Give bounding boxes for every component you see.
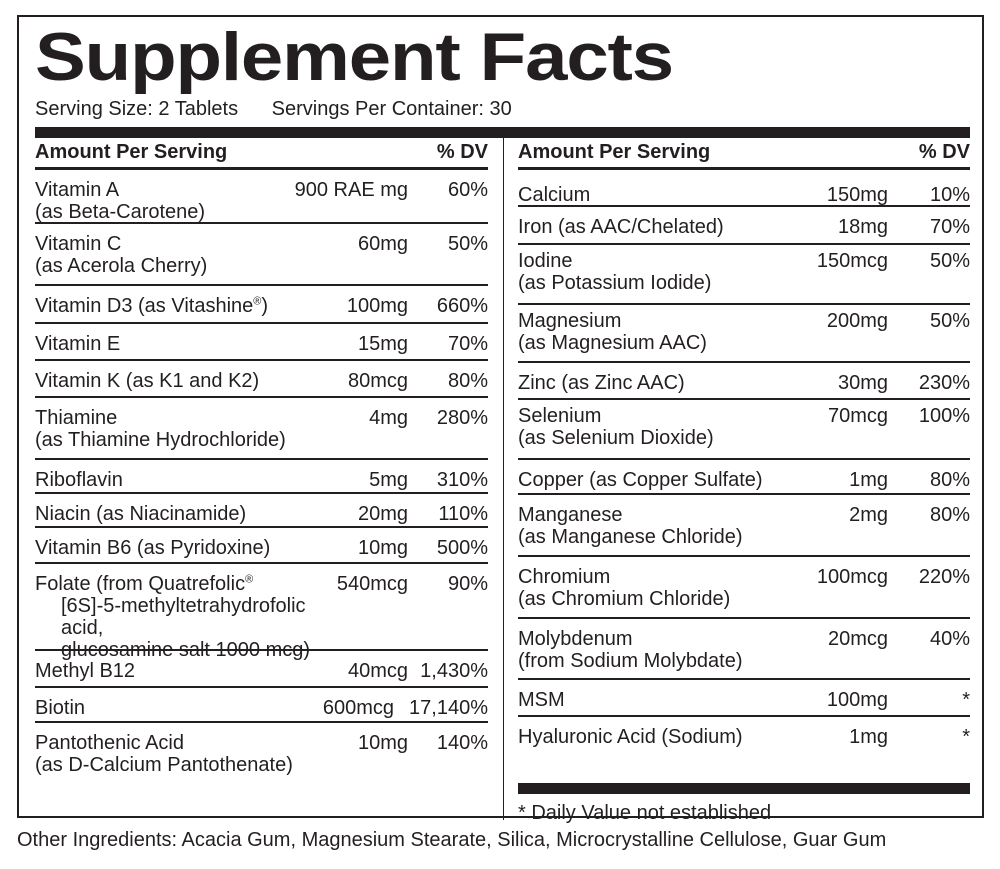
nutrient-name: Niacin (as Niacinamide) [35, 503, 247, 525]
nutrient-name: Hyaluronic Acid (Sodium) [518, 726, 743, 748]
nutrient-dv: 50% [929, 310, 970, 332]
nutrient-name [35, 179, 295, 223]
other-ingredients: Other Ingredients: Acacia Gum, Magnesium Stearate, Silica, Microcrystalline Cellulose, Guar Gum [17, 829, 887, 851]
nutrient-amount: 600mcg [322, 697, 394, 719]
nutrient-name [518, 566, 817, 610]
nutrient-source: (as Chromium Chloride) [518, 588, 731, 610]
nutrient-row [518, 400, 970, 460]
nutrient-dv: 80% [929, 504, 970, 526]
nutrient-name [518, 405, 828, 449]
nutrient-amount: 15mg [357, 333, 408, 355]
nutrient-dv: 220% [918, 566, 970, 588]
amount-per-serving-label: Amount Per Serving [518, 141, 711, 163]
column-header [518, 138, 970, 170]
nutrient-name: Methyl B12 [35, 660, 136, 682]
nutrient-dv: 90% [447, 573, 488, 595]
nutrient-name: Iron (as AAC/Chelated) [518, 216, 724, 238]
dv-label: % DV [918, 141, 970, 163]
nutrient-dv: * [962, 689, 970, 711]
nutrient-amount: 540mcg [336, 573, 408, 595]
nutrient-dv: 50% [447, 233, 488, 255]
nutrient-source: (as Selenium Dioxide) [518, 427, 714, 449]
nutrient-row [35, 170, 488, 224]
nutrient-row [518, 245, 970, 305]
nutrient-source: (as Beta-Carotene) [35, 201, 206, 223]
nutrient-name [35, 295, 347, 317]
nutrient-amount: 2mg [849, 504, 888, 526]
nutrient-name: Vitamin B6 (as Pyridoxine) [35, 537, 271, 559]
nutrient-amount: 150mg [826, 184, 888, 206]
top-divider-bar [35, 127, 970, 138]
nutrient-dv: 310% [436, 469, 488, 491]
nutrient-amount: 4mg [369, 407, 408, 429]
registered-mark: ® [245, 573, 254, 586]
nutrient-name [518, 310, 827, 354]
nutrient-name: Biotin [35, 697, 86, 719]
nutrient-amount: 100mg [826, 689, 888, 711]
nutrient-row [518, 170, 970, 207]
nutrient-source: (as D-Calcium Pantothenate) [35, 754, 293, 776]
nutrient-amount: 150mcg [816, 250, 888, 272]
nutrient-row [518, 717, 970, 755]
nutrient-row [35, 286, 488, 324]
nutrient-row [518, 495, 970, 557]
nutrient-label: Chromium [518, 566, 611, 588]
nutrient-dv: 80% [447, 370, 488, 392]
nutrient-row [35, 528, 488, 564]
nutrient-amount: 60mg [357, 233, 408, 255]
nutrient-label: Selenium [518, 405, 602, 427]
nutrient-name: Copper (as Copper Sulfate) [518, 469, 763, 491]
nutrient-row [518, 460, 970, 495]
nutrient-name [35, 573, 337, 661]
nutrient-amount: 70mcg [827, 405, 888, 427]
nutrient-amount: 1mg [849, 726, 888, 748]
nutrient-source: (as Thiamine Hydrochloride) [35, 429, 286, 451]
nutrient-amount: 5mg [369, 469, 408, 491]
daily-value-footnote: * Daily Value not established [518, 802, 772, 824]
nutrient-dv: 80% [929, 469, 970, 491]
nutrient-dv: 110% [438, 503, 488, 525]
servings-per-container: Servings Per Container: 30 [271, 98, 512, 120]
nutrient-row [35, 460, 488, 494]
supplement-facts-panel [17, 15, 984, 824]
nutrient-name: MSM [518, 689, 565, 711]
nutrient-dv: 70% [929, 216, 970, 238]
nutrient-dv: 70% [447, 333, 488, 355]
nutrient-row [518, 680, 970, 717]
nutrient-dv: 60% [447, 179, 488, 201]
nutrient-dv: 280% [436, 407, 488, 429]
nutrient-name: Vitamin K (as K1 and K2) [35, 370, 260, 392]
nutrient-label: Magnesium [518, 310, 622, 332]
dv-label: % DV [436, 141, 488, 163]
nutrient-name: Riboflavin [35, 469, 123, 491]
nutrient-row [35, 361, 488, 398]
nutrient-label: Vitamin A [35, 179, 120, 201]
amount-per-serving-label: Amount Per Serving [35, 141, 228, 163]
nutrient-dv: 1,430% [420, 660, 488, 682]
nutrient-name: Calcium [518, 184, 591, 206]
nutrient-dv: 50% [929, 250, 970, 272]
nutrient-label: Vitamin C [35, 233, 122, 255]
nutrient-amount: 80mcg [347, 370, 408, 392]
nutrient-row [35, 324, 488, 361]
nutrient-source: (as Potassium Iodide) [518, 272, 712, 294]
nutrient-amount: 40mcg [347, 660, 408, 682]
nutrient-name [518, 250, 817, 294]
nutrient-name [35, 407, 369, 451]
nutrient-amount: 900 RAE mg [294, 179, 408, 201]
nutrient-amount: 100mcg [816, 566, 888, 588]
nutrient-dv: 17,140% [409, 697, 488, 719]
nutrient-label: Iodine [518, 250, 573, 272]
nutrient-source: (as Manganese Chloride) [518, 526, 743, 548]
nutrient-amount: 18mg [837, 216, 888, 238]
registered-mark: ® [253, 295, 262, 308]
nutrient-name [518, 504, 849, 548]
nutrient-row [35, 723, 488, 785]
nutrient-label: Molybdenum [518, 628, 633, 650]
nutrient-name [518, 628, 828, 672]
nutrient-row [518, 305, 970, 363]
nutrient-dv: 40% [929, 628, 970, 650]
nutrient-row [35, 688, 488, 723]
bottom-divider-bar [518, 783, 970, 794]
nutrient-label: Pantothenic Acid [35, 732, 184, 754]
serving-size: Serving Size: 2 Tablets [35, 98, 239, 120]
nutrient-label-end: ) [261, 295, 269, 317]
nutrient-source: (as Magnesium AAC) [518, 332, 707, 354]
nutrient-label: Vitamin D3 (as Vitashine [35, 295, 254, 317]
nutrient-label: Manganese [518, 504, 623, 526]
nutrient-row [35, 224, 488, 286]
nutrient-row [518, 363, 970, 400]
right-nutrient-column [518, 138, 970, 755]
nutrient-dv: 10% [929, 184, 970, 206]
nutrient-dv: 660% [436, 295, 488, 317]
nutrient-name: Vitamin E [35, 333, 121, 355]
nutrient-source: (from Sodium Molybdate) [518, 650, 743, 672]
nutrient-name [35, 732, 358, 776]
nutrient-row [518, 207, 970, 245]
nutrient-dv: 140% [436, 732, 488, 754]
nutrient-row [35, 398, 488, 460]
nutrient-dv: 100% [918, 405, 970, 427]
nutrient-amount: 1mg [849, 469, 888, 491]
column-header [35, 138, 488, 170]
nutrient-row [35, 564, 488, 661]
nutrient-label: Thiamine [35, 407, 118, 429]
nutrient-amount: 100mg [346, 295, 408, 317]
nutrient-source: glucosamine salt 1000 mcg) [61, 639, 311, 661]
nutrient-amount: 10mg [357, 732, 408, 754]
nutrient-amount: 20mcg [827, 628, 888, 650]
nutrient-row [518, 557, 970, 619]
nutrient-amount: 200mg [826, 310, 888, 332]
nutrient-label: Folate (from Quatrefolic [35, 573, 246, 595]
nutrient-amount: 20mg [357, 503, 408, 525]
nutrient-name [35, 233, 358, 277]
nutrient-dv: 500% [436, 537, 488, 559]
serving-info [35, 97, 512, 121]
nutrient-dv: 230% [918, 372, 970, 394]
nutrient-name: Zinc (as Zinc AAC) [518, 372, 685, 394]
nutrient-amount: 30mg [837, 372, 888, 394]
nutrient-amount: 10mg [357, 537, 408, 559]
left-nutrient-column [35, 138, 488, 785]
nutrient-dv: * [962, 726, 970, 748]
page-title: Supplement Facts [35, 19, 674, 95]
nutrient-row [35, 494, 488, 528]
nutrient-source: [6S]-5-methyltetrahydrofolic acid, [61, 595, 306, 639]
column-divider [503, 138, 504, 820]
nutrient-source: (as Acerola Cherry) [35, 255, 208, 277]
nutrient-row [518, 619, 970, 680]
